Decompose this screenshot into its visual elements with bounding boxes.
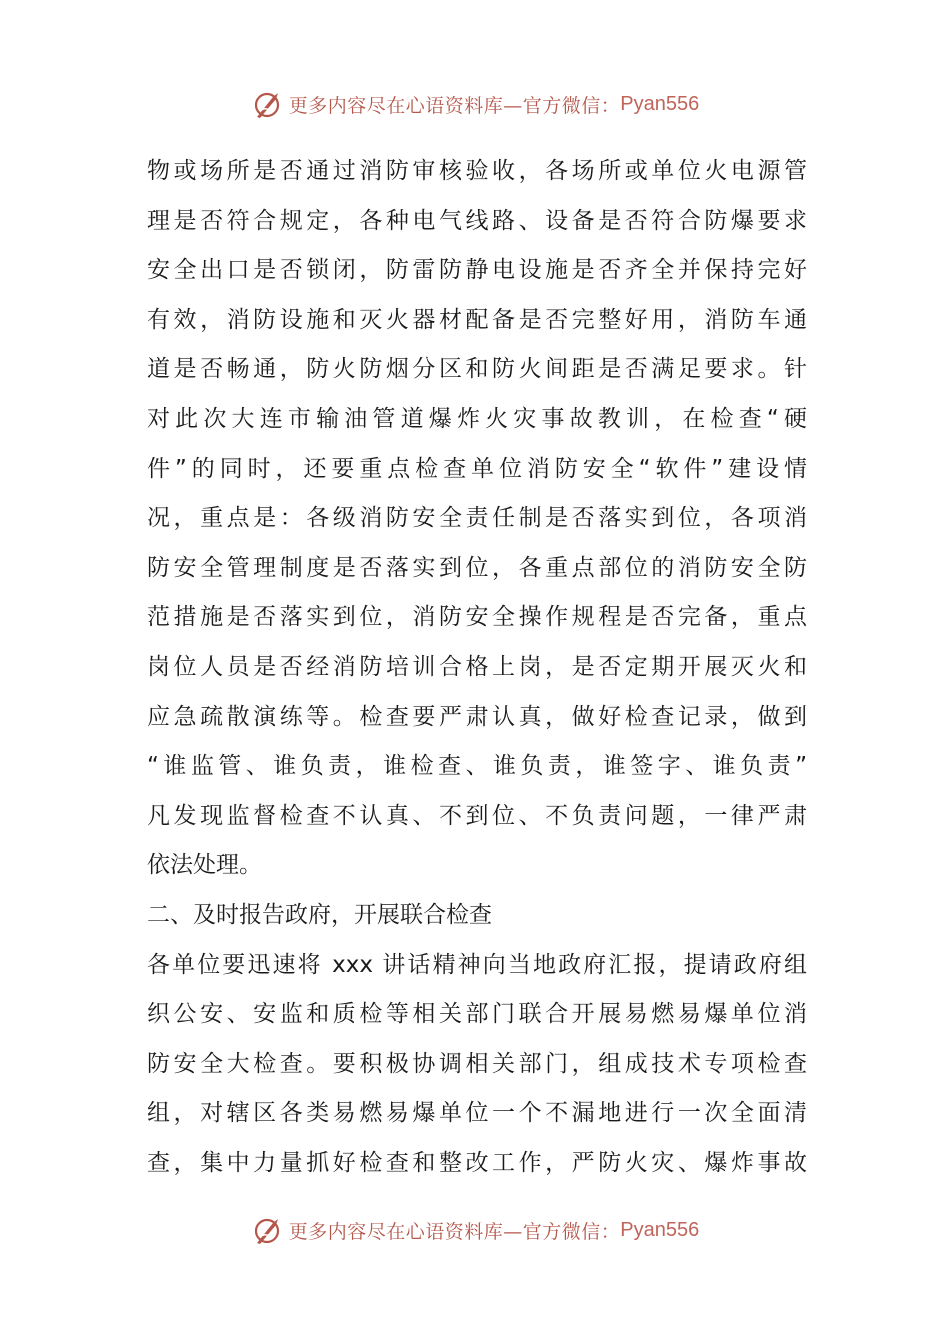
text-line: 防安全大检查。要积极协调相关部门，组成技术专项检查 xyxy=(147,1050,807,1077)
text-line: 件”的同时，还要重点检查单位消防安全“软件”建设情 xyxy=(147,455,807,482)
text-line: 理是否符合规定，各种电气线路、设备是否符合防爆要求 xyxy=(147,207,807,234)
document-body xyxy=(147,147,807,1188)
text-line: “谁监管、谁负责，谁检查、谁负责，谁签字、谁负责” xyxy=(147,753,807,780)
footer-wechat-id: Pyan556 xyxy=(620,1218,700,1241)
text-line: 对此次大连市输油管道爆炸火灾事故教训，在检查“硬 xyxy=(147,405,807,432)
section-heading: 二、及时报告政府，开展联合检查 xyxy=(147,901,492,928)
text-line: 况，重点是：各级消防安全责任制是否落实到位，各项消 xyxy=(147,505,807,532)
text-line: 有效，消防设施和灭火器材配备是否完整好用，消防车通 xyxy=(147,306,807,333)
text-line: 物或场所是否通过消防审核验收，各场所或单位火电源管 xyxy=(147,158,807,184)
pen-logo-icon xyxy=(251,87,285,121)
footer-text: 更多内容尽在心语资料库—官方微信： xyxy=(288,1220,621,1243)
text-line: 应急疏散演练等。检查要严肃认真，做好检查记录，做到 xyxy=(147,703,807,730)
pen-logo-icon xyxy=(251,1213,285,1247)
text-line: 组，对辖区各类易燃易爆单位一个不漏地进行一次全面清 xyxy=(147,1100,807,1127)
text-line: 凡发现监督检查不认真、不到位、不负责问题，一律严肃 xyxy=(147,802,807,829)
header-banner xyxy=(0,84,950,124)
text-line: 依法处理。 xyxy=(147,852,262,879)
text-line: 安全出口是否锁闭，防雷防静电设施是否齐全并保持完好 xyxy=(147,257,807,284)
text-line: 范措施是否落实到位，消防安全操作规程是否完备，重点 xyxy=(147,604,807,631)
text-line: 查，集中力量抓好检查和整改工作，严防火灾、爆炸事故 xyxy=(147,1149,807,1176)
text-line: 各单位要迅速将 xxx 讲话精神向当地政府汇报，提请政府组 xyxy=(147,951,807,978)
text-line: 织公安、安监和质检等相关部门联合开展易燃易爆单位消 xyxy=(147,1001,807,1028)
footer-banner xyxy=(0,1210,950,1250)
text-line: 防安全管理制度是否落实到位，各重点部位的消防安全防 xyxy=(147,554,807,581)
text-line: 岗位人员是否经消防培训合格上岗，是否定期开展灭火和 xyxy=(147,653,807,680)
text-line: 道是否畅通，防火防烟分区和防火间距是否满足要求。针 xyxy=(147,356,807,383)
header-wechat-id: Pyan556 xyxy=(620,92,700,115)
header-text: 更多内容尽在心语资料库—官方微信： xyxy=(288,94,621,117)
